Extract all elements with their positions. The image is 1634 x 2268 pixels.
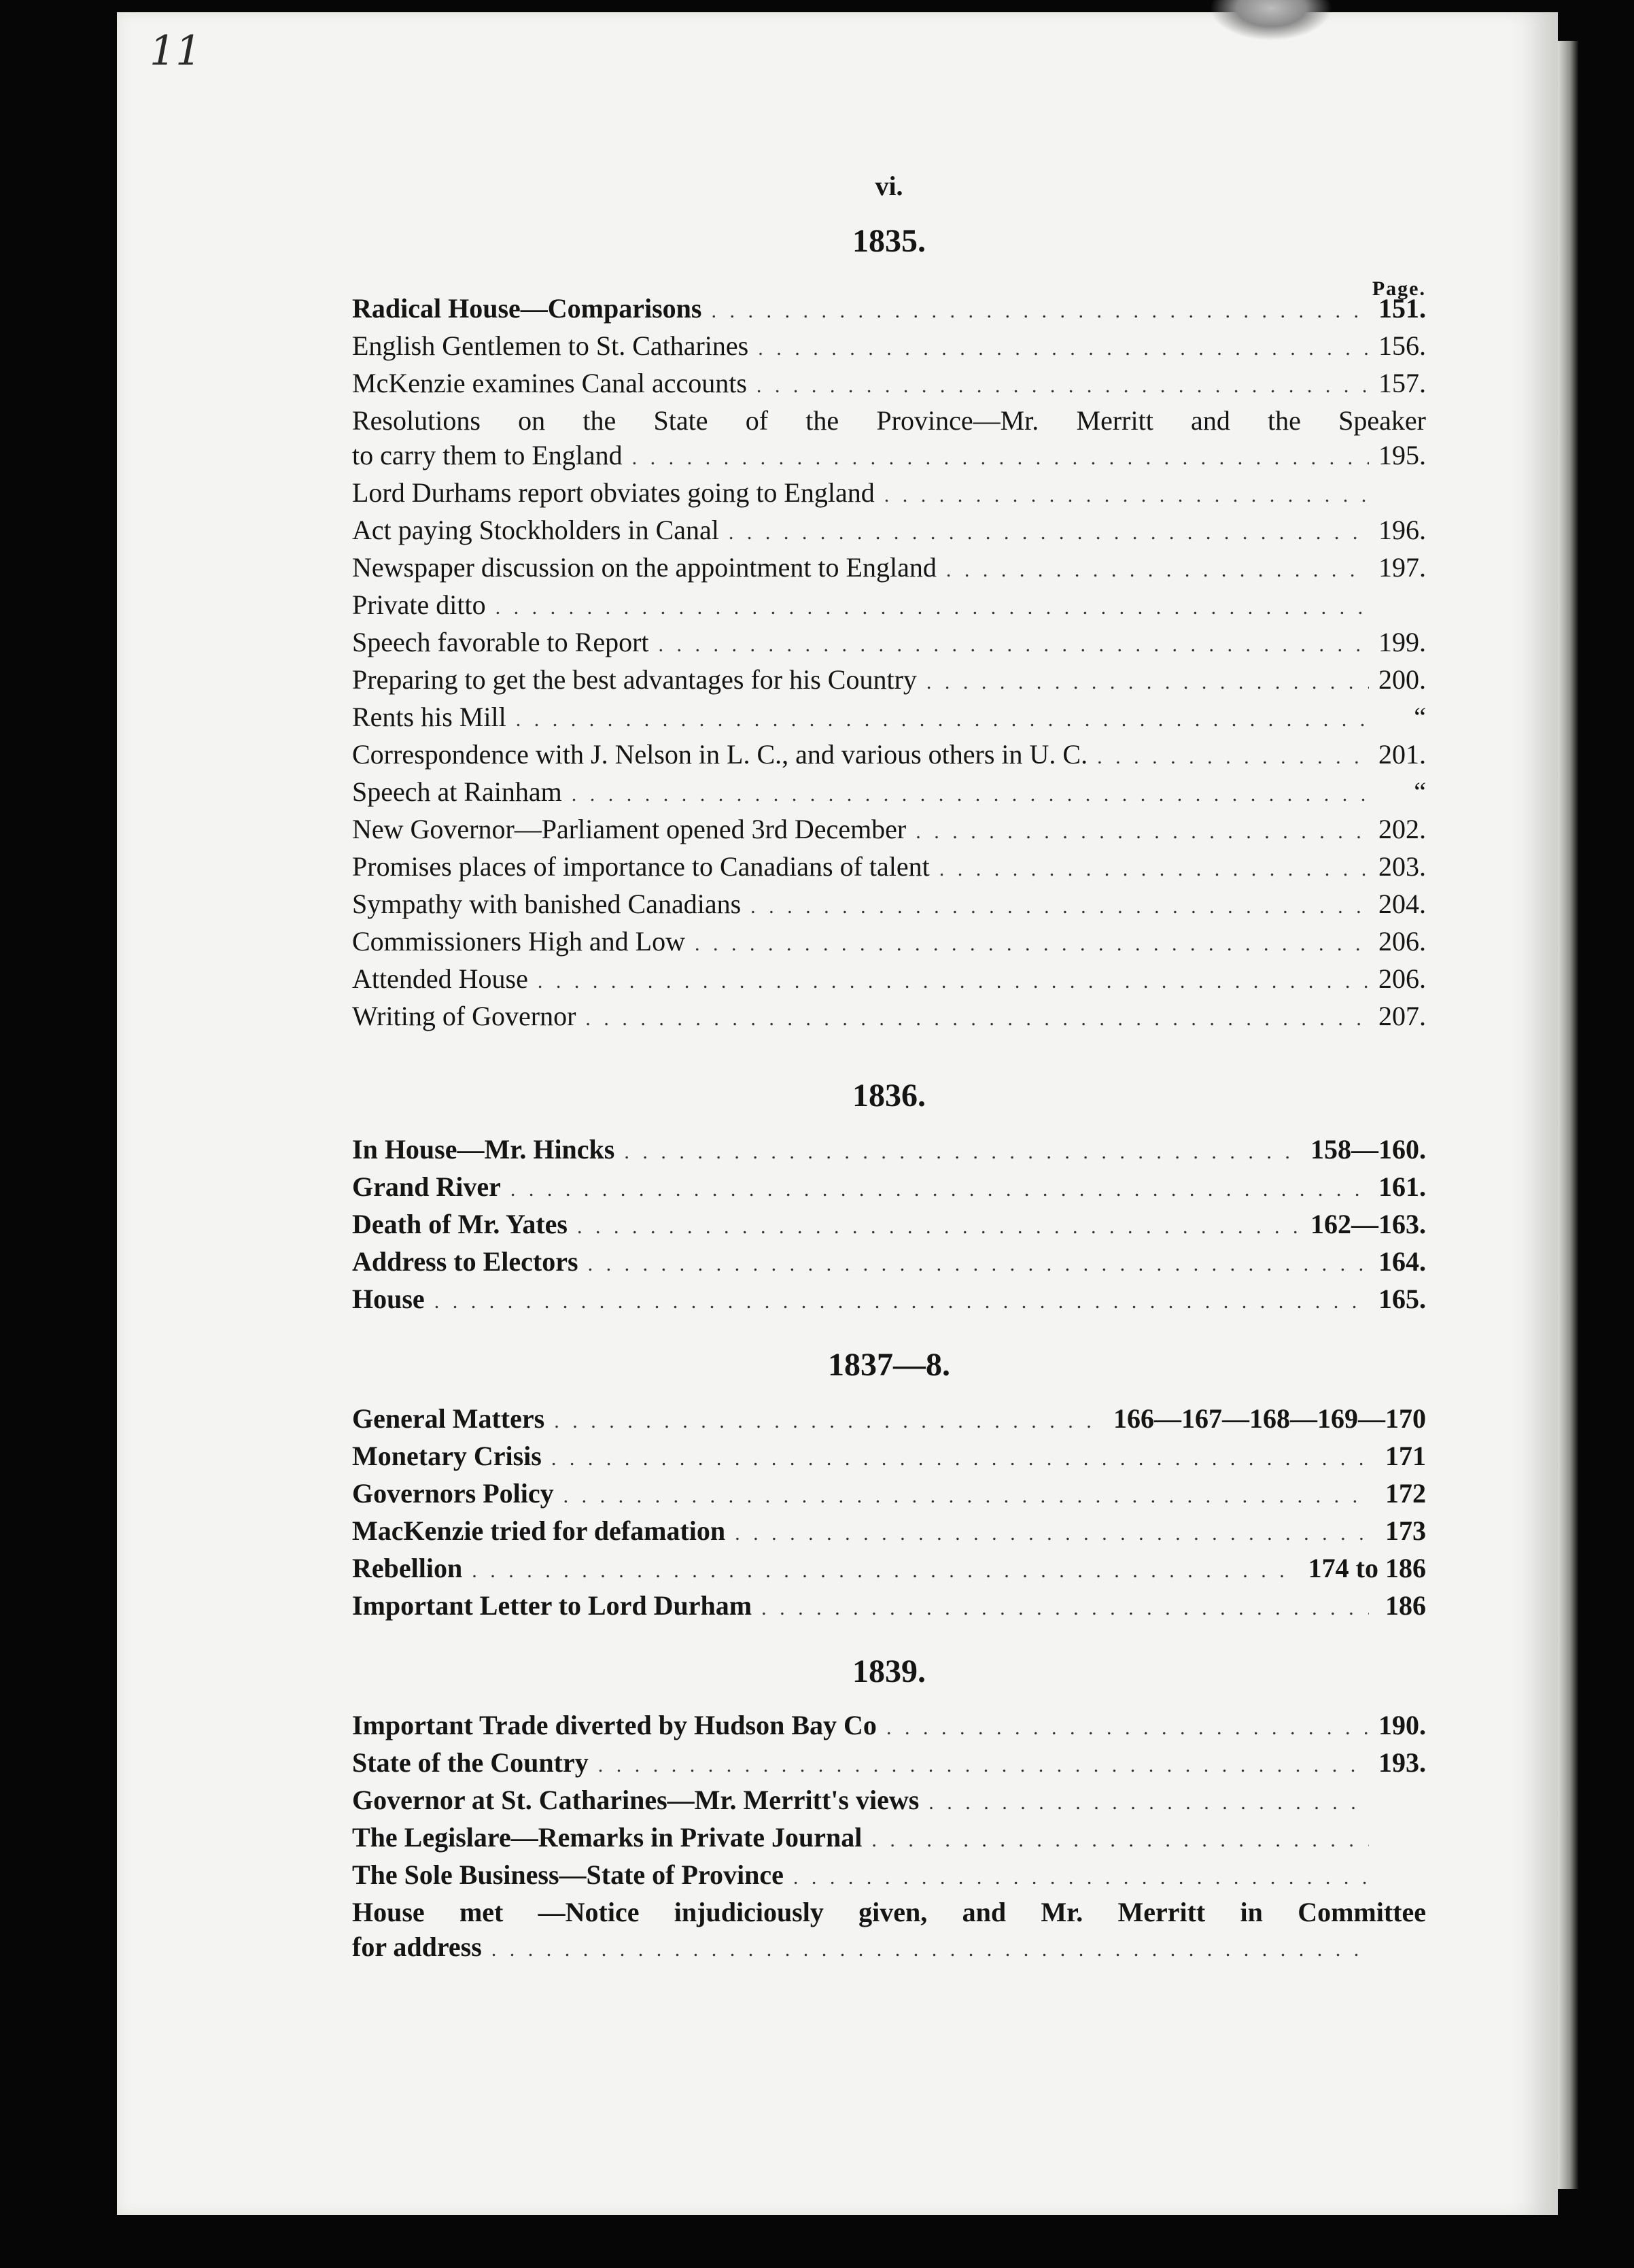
section-year-1836: 1836. [852,1078,926,1114]
list-item [352,1745,1426,1783]
entry-title: New Governor—Parliament opened 3rd December [352,814,907,844]
page-number: vi. [875,171,903,201]
entry-page: 158—160. [1310,1134,1426,1165]
dot-leader [761,1591,1369,1626]
list-item [352,1513,1426,1551]
entry-title: Sympathy with banished Canadians [352,889,742,919]
entry-page: 151. [1378,293,1426,324]
dot-leader [554,1404,1104,1439]
entry-title: MacKenzie tried for defamation [352,1515,726,1546]
list-item [352,737,1426,774]
dot-leader [735,1516,1369,1551]
entry-page: 156. [1378,330,1426,361]
list-item [352,1820,1426,1857]
dot-leader [577,1209,1301,1244]
entry-title: Rebellion [352,1553,463,1583]
list-item [352,1708,1426,1745]
dot-leader [928,1785,1369,1820]
entry-title: Death of Mr. Yates [352,1209,568,1239]
dot-leader [496,590,1369,625]
entry-page: 193. [1378,1747,1426,1778]
dot-leader [695,927,1369,961]
dot-leader [563,1479,1369,1513]
entry-title: Speech favorable to Report [352,627,649,657]
entry-title: Important Trade diverted by Hudson Bay Co [352,1710,877,1740]
entry-page: 171 [1385,1441,1426,1471]
entry-page: 203. [1378,851,1426,882]
list-item [352,438,1426,475]
dot-leader [712,294,1370,328]
entry-title: The Sole Business—State of Province [352,1859,784,1890]
dot-leader [871,1823,1369,1857]
entry-title: Promises places of importance to Canadians of talent [352,851,930,882]
entry-page: “ [1414,776,1426,807]
entry-page: 206. [1378,963,1426,994]
list-item [352,587,1426,625]
paper-stain [1210,0,1332,41]
entry-title: In House—Mr. Hincks [352,1134,615,1165]
list-item [352,1132,1426,1169]
list-item [352,961,1426,999]
dot-leader [588,1247,1369,1282]
list-item [352,513,1426,550]
entry-page: 207. [1378,1001,1426,1031]
dot-leader [1097,740,1369,774]
list-item [352,662,1426,700]
dot-leader [551,1441,1369,1476]
entry-title: Writing of Governor [352,1001,576,1031]
entry-title-continued: to carry them to England [352,440,623,470]
list-item [352,774,1426,812]
entry-title: Grand River [352,1171,501,1202]
entry-title: Commissioners High and Low [352,926,685,957]
dot-leader [538,964,1369,999]
dot-leader [491,1932,1369,1967]
dot-leader [624,1135,1301,1169]
dot-leader [926,665,1369,700]
dot-leader [659,628,1369,662]
entry-page: 195. [1378,440,1426,470]
list-item [352,700,1426,737]
list-item [352,1439,1426,1476]
page-column-header: Page. [1372,277,1426,300]
list-item [352,1282,1426,1319]
entry-title: Lord Durhams report obviates going to England [352,477,875,508]
entry-title: Monetary Crisis [352,1441,542,1471]
entry-title: House [352,1284,425,1314]
entry-page: “ [1414,702,1426,732]
dot-leader [793,1860,1369,1895]
dot-leader [434,1284,1369,1319]
entry-page: 173 [1385,1515,1426,1546]
entry-page: 202. [1378,814,1426,844]
list-item [352,1476,1426,1513]
entry-title: McKenzie examines Canal accounts [352,368,747,398]
entry-title: Newspaper discussion on the appointment to England [352,552,937,583]
entry-title: Attended House [352,963,528,994]
entry-page: 197. [1378,552,1426,583]
dot-leader [632,441,1369,475]
entry-page: 166—167—168—169—170 [1113,1403,1426,1434]
dot-leader [729,515,1369,550]
dot-leader [510,1172,1369,1207]
entry-page: 157. [1378,368,1426,398]
section-year-1837-8: 1837—8. [828,1347,950,1383]
section-year-1839: 1839. [852,1653,926,1689]
dot-leader [946,553,1369,587]
dot-leader [886,1711,1369,1745]
list-item [352,550,1426,587]
section-year-1835: 1835. [852,223,926,259]
dot-leader [939,852,1369,887]
list-item [352,924,1426,961]
entry-title: Governor at St. Catharines—Mr. Merritt's views [352,1785,920,1815]
dot-leader [884,478,1369,513]
list-item [352,1783,1426,1820]
dot-leader [585,1001,1369,1036]
list-item [352,1929,1426,1967]
entry-page: 200. [1378,664,1426,695]
entry-title: The Legislare—Remarks in Private Journal [352,1822,863,1853]
dot-leader [758,331,1369,366]
entry-page: 165. [1378,1284,1426,1314]
entry-page: 196. [1378,515,1426,545]
dot-leader [916,814,1369,849]
entry-title: Important Letter to Lord Durham [352,1590,752,1621]
list-item [352,1588,1426,1626]
dot-leader [572,777,1369,812]
dot-leader [472,1553,1298,1588]
entry-title: Rents his Mill [352,702,506,732]
list-item [352,625,1426,662]
list-item [352,475,1426,513]
entry-title: State of the Country [352,1747,589,1778]
entry-title: General Matters [352,1403,545,1434]
list-item [352,1244,1426,1282]
dot-leader [750,889,1369,924]
entry-title-long: House met —Notice injudiciously given, and Mr. Merritt in Committee [352,1897,1426,1927]
dot-leader [598,1748,1369,1783]
dot-leader [757,368,1369,403]
list-item [352,1207,1426,1244]
table-of-contents [352,156,1426,1967]
entry-page: 206. [1378,926,1426,957]
list-item [352,1857,1426,1895]
entry-page: 186 [1385,1590,1426,1621]
entry-title: Speech at Rainham [352,776,562,807]
entry-page: 161. [1378,1171,1426,1202]
entry-page: 201. [1378,739,1426,770]
margin-mark: 11 [150,27,202,75]
dot-leader [516,702,1369,737]
entry-page: 199. [1378,627,1426,657]
entry-title: Address to Electors [352,1246,578,1277]
list-item [352,999,1426,1036]
entry-page: 162—163. [1310,1209,1426,1239]
entry-title-continued: for address [352,1931,482,1962]
list-item [352,366,1426,403]
list-item [352,1169,1426,1207]
entry-title-long: Resolutions on the State of the Province—Mr. Merritt and the Speaker [352,405,1426,436]
entry-page: 174 to 186 [1308,1553,1426,1583]
entry-title: English Gentlemen to St. Catharines [352,330,749,361]
entry-page: 190. [1378,1710,1426,1740]
entry-title: Governors Policy [352,1478,554,1509]
list-item [352,849,1426,887]
entry-page: 172 [1385,1478,1426,1509]
entry-title: Correspondence with J. Nelson in L. C., and various others in U. C. [352,739,1088,770]
list-item [352,1401,1426,1439]
list-item [352,1551,1426,1588]
list-item [352,887,1426,924]
entry-page: 164. [1378,1246,1426,1277]
list-item [352,328,1426,366]
entry-title: Act paying Stockholders in Canal [352,515,719,545]
entry-page: 204. [1378,889,1426,919]
entry-title: Radical House—Comparisons [352,293,702,324]
list-item [352,812,1426,849]
entry-title: Preparing to get the best advantages for his Country [352,664,917,695]
page-edge [1558,41,1578,2189]
entry-title: Private ditto [352,589,486,620]
list-item [352,291,1426,328]
